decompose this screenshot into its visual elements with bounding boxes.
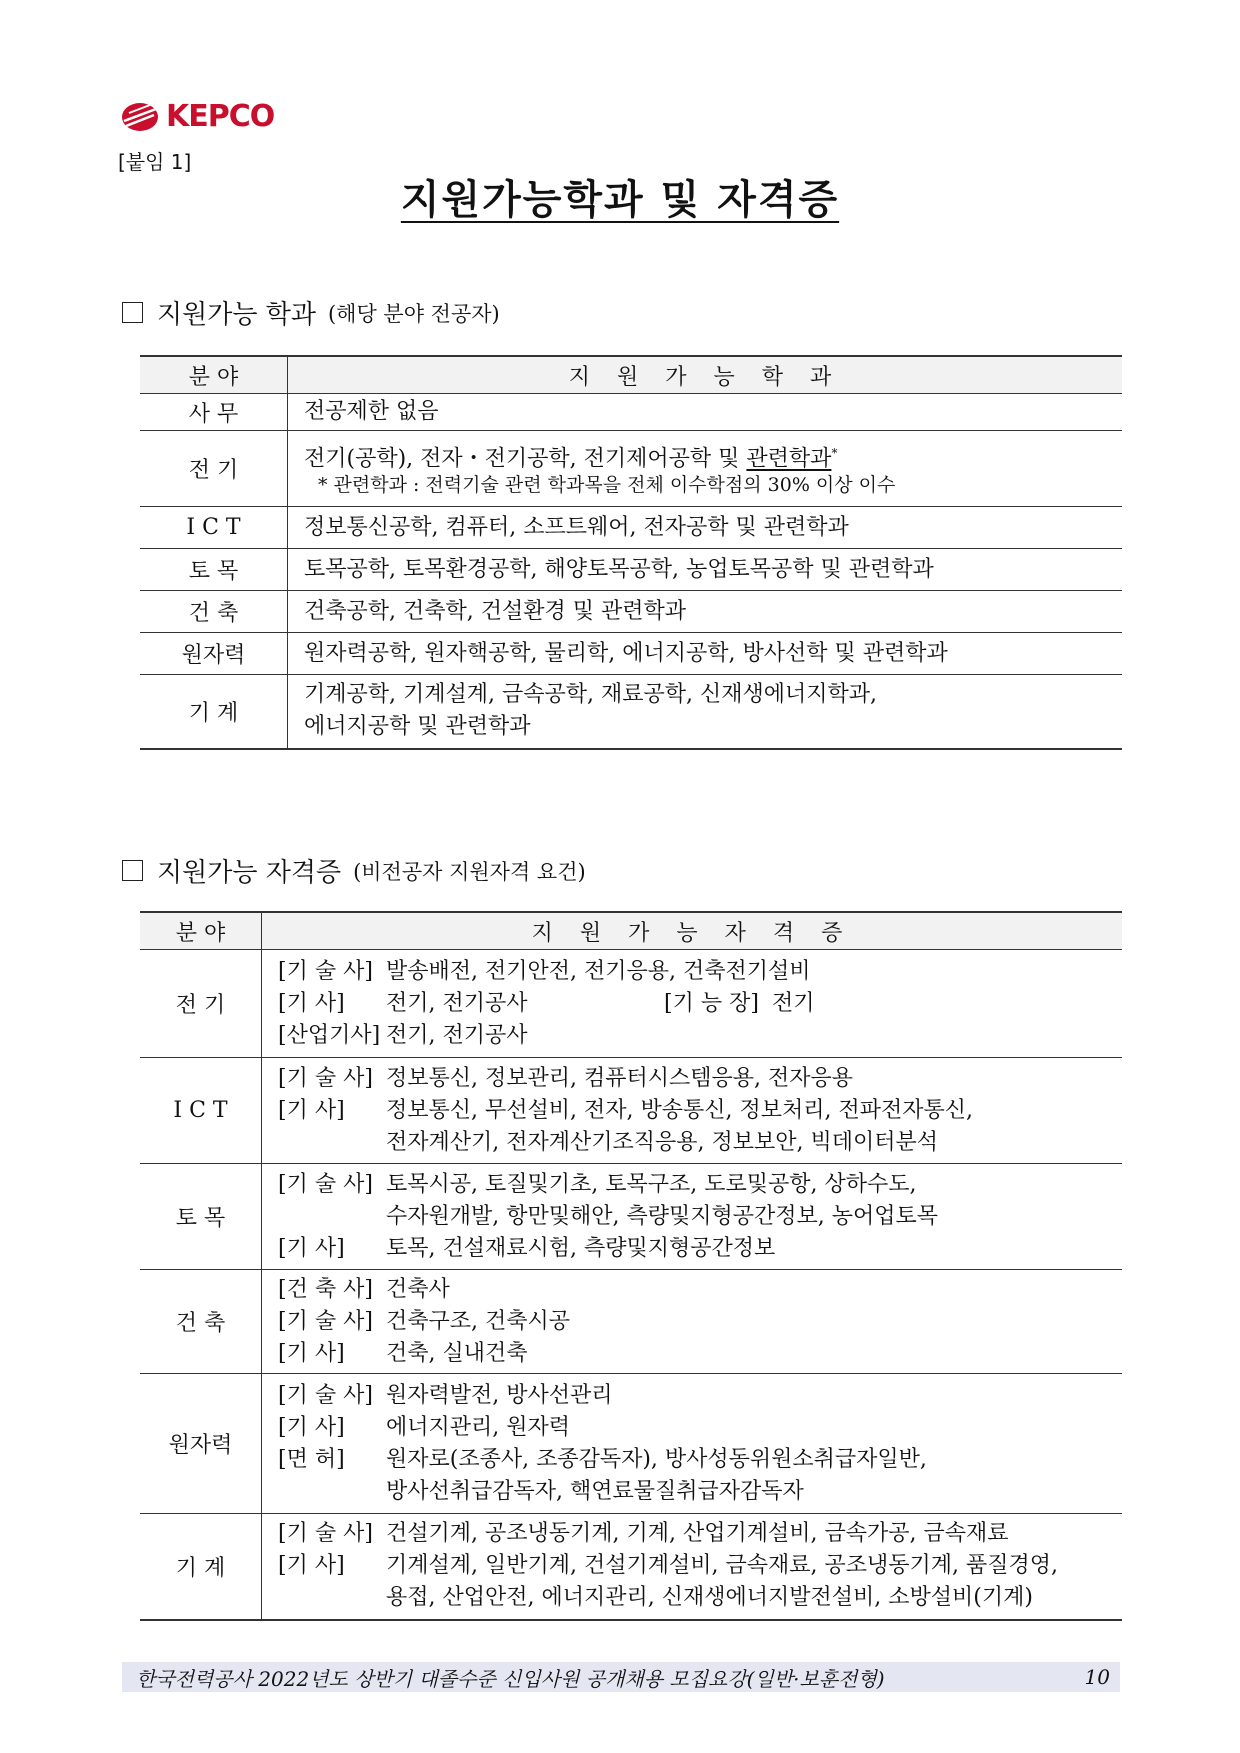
row-field: 건 축 [140, 1270, 262, 1374]
kepco-logo [120, 100, 274, 134]
row-field: 기 계 [140, 675, 288, 749]
table-row [140, 1058, 1122, 1164]
row-field: 원자력 [140, 1374, 262, 1514]
table-row [140, 675, 1122, 749]
cert-line: 방사선취급감독자, 핵연료물질취급자감독자 [386, 1478, 804, 1504]
table-row [140, 394, 1122, 431]
row-field: 전 기 [140, 431, 288, 507]
row-field: 전 기 [140, 950, 262, 1058]
attachment-label: [붙임 1] [118, 150, 192, 174]
row-text: 전기(공학), 전자・전기공학, 전기제어공학 및 관련학과* [304, 445, 838, 471]
cert-line: [기 사] 전기, 전기공사 [기 능 장] 전기 [278, 990, 815, 1016]
majors-table [140, 355, 1122, 750]
row-field: 토 목 [140, 549, 288, 591]
row-text: 원자력공학, 원자핵공학, 물리학, 에너지공학, 방사선학 및 관련학과 [304, 640, 948, 666]
row-field: 원자력 [140, 633, 288, 675]
cert-line: 수자원개발, 항만및해안, 측량및지형공간정보, 농어업토목 [386, 1203, 939, 1229]
header-content: 지 원 가 능 학 과 [288, 356, 1123, 394]
table-row [140, 1514, 1122, 1620]
table-row [140, 507, 1122, 549]
table-header-row [140, 912, 1122, 950]
row-field: 건 축 [140, 591, 288, 633]
row-text: 전공제한 없음 [304, 399, 439, 424]
row-field: I C T [140, 507, 288, 549]
page-footer [122, 1662, 1120, 1692]
cert-line: [기 술 사] 발송배전, 전기안전, 전기응용, 건축전기설비 [278, 958, 811, 984]
table-row [140, 591, 1122, 633]
table-row [140, 1164, 1122, 1270]
cert-line: [기 술 사] 원자력발전, 방사선관리 [278, 1382, 613, 1408]
cert-line: 용접, 산업안전, 에너지관리, 신재생에너지발전설비, 소방설비(기계) [386, 1585, 1033, 1611]
header-content: 지 원 가 능 자 격 증 [262, 912, 1123, 950]
logo-text: KEPCO [166, 99, 275, 134]
cert-line: [기 사] 정보통신, 무선설비, 전자, 방송통신, 정보처리, 전파전자통신, [278, 1097, 973, 1123]
row-text: 기계공학, 기계설계, 금속공학, 재료공학, 신재생에너지학과, [304, 682, 877, 708]
row-note: * 관련학과 : 전력기술 관련 학과목을 전체 이수학점의 30% 이상 이수 [318, 473, 896, 496]
cert-line: [기 술 사] 건설기계, 공조냉동기계, 기계, 산업기계설비, 금속가공, 금속재료 [278, 1521, 1009, 1547]
row-text: 정보통신공학, 컴퓨터, 소프트웨어, 전자공학 및 관련학과 [304, 514, 849, 540]
table-row [140, 950, 1122, 1058]
table-row [140, 1270, 1122, 1374]
row-field: 토 목 [140, 1164, 262, 1270]
cert-line: [기 사] 기계설계, 일반기계, 건설기계설비, 금속재료, 공조냉동기계, 품질경영, [278, 1553, 1058, 1579]
header-field: 분 야 [140, 356, 288, 394]
cert-line: [기 술 사] 정보통신, 정보관리, 컴퓨터시스템응용, 전자응용 [278, 1065, 854, 1091]
table-row [140, 431, 1122, 507]
row-text: 토목공학, 토목환경공학, 해양토목공학, 농업토목공학 및 관련학과 [304, 556, 934, 582]
section-subheading: (해당 분야 전공자) [327, 301, 500, 326]
section-heading-certificates [122, 852, 586, 889]
section-subheading: (비전공자 지원자격 요건) [353, 859, 586, 884]
table-row [140, 1374, 1122, 1514]
cert-line: [산업기사] 전기, 전기공사 [278, 1022, 528, 1048]
checkbox-square-icon [122, 302, 143, 323]
cert-line: [기 술 사] 토목시공, 토질및기초, 토목구조, 도로및공항, 상하수도, [278, 1171, 917, 1197]
kepco-logo-icon [120, 101, 160, 133]
page-title: 지원가능학과 및 자격증 [400, 177, 840, 223]
section-heading-text: 지원가능 학과 [157, 300, 316, 330]
footer-text: 한국전력공사 2022년도 상반기 대졸수준 신입사원 공개채용 모집요강(일반·보훈전형) [136, 1666, 885, 1691]
row-field: 기 계 [140, 1514, 262, 1620]
row-field: I C T [140, 1058, 262, 1164]
cert-line: 전자계산기, 전자계산기조직응용, 정보보안, 빅데이터분석 [386, 1129, 939, 1155]
row-text: 에너지공학 및 관련학과 [304, 714, 531, 740]
section-heading-majors [122, 294, 500, 331]
section-heading-text: 지원가능 자격증 [157, 858, 342, 888]
cert-line: [기 술 사] 건축구조, 건축시공 [278, 1308, 571, 1334]
table-row [140, 633, 1122, 675]
cert-line: [기 사] 토목, 건설재료시험, 측량및지형공간정보 [278, 1235, 776, 1261]
table-row [140, 549, 1122, 591]
page-number: 10 [1084, 1665, 1110, 1689]
checkbox-square-icon [122, 860, 143, 881]
table-header-row [140, 356, 1122, 394]
cert-line: [면 허] 원자로(조종사, 조종감독자), 방사성동위원소취급자일반, [278, 1446, 927, 1472]
header-field: 분 야 [140, 912, 262, 950]
row-field: 사 무 [140, 394, 288, 431]
certificates-table [140, 911, 1122, 1621]
cert-line: [기 사] 에너지관리, 원자력 [278, 1414, 571, 1440]
cert-line: [기 사] 건축, 실내건축 [278, 1340, 528, 1366]
cert-line: [건 축 사] 건축사 [278, 1276, 450, 1302]
row-text: 건축공학, 건축학, 건설환경 및 관련학과 [304, 598, 686, 624]
